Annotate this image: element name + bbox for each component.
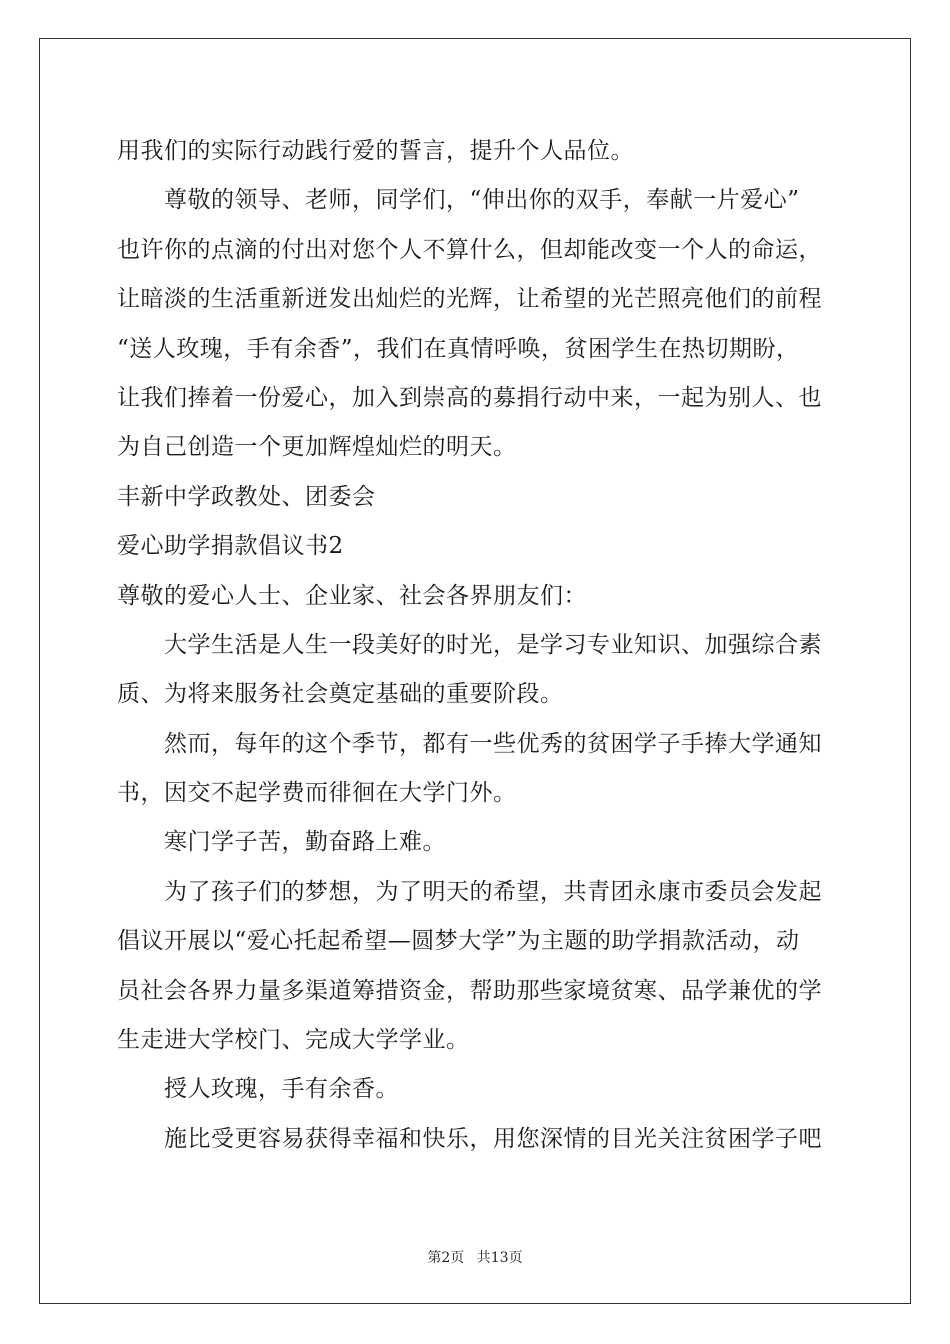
text-line: 倡议开展以“爱心托起希望—圆梦大学”为主题的助学捐款活动，动 bbox=[117, 928, 800, 955]
section-title: 爱心助学捐款倡议书2 bbox=[117, 533, 344, 560]
text-line: 用我们的实际行动践行爱的誓言，提升个人品位。 bbox=[117, 138, 634, 164]
text-line: 施比受更容易获得幸福和快乐，用您深情的目光关注贫困学子吧 bbox=[164, 1125, 822, 1152]
text-line: “送人玫瑰，手有余香”，我们在真情呼唤，贫困学生在热切期盼， bbox=[117, 335, 800, 362]
text-line: 书，因交不起学费而徘徊在大学门外。 bbox=[117, 780, 517, 807]
document-body bbox=[117, 127, 837, 1164]
text-line: 然而，每年的这个季节，都有一些优秀的贫困学子手捧大学通知 bbox=[164, 730, 822, 757]
text-line: 让暗淡的生活重新迸发出灿烂的光辉，让希望的光芒照亮他们的前程 bbox=[117, 286, 822, 313]
salutation: 尊敬的爱心人士、企业家、社会各界朋友们： bbox=[117, 582, 587, 609]
text-line: 寒门学子苦，勤奋路上难。 bbox=[164, 829, 446, 856]
text-line: 为了孩子们的梦想，为了明天的希望，共青团永康市委员会发起 bbox=[164, 878, 822, 905]
text-line: 为自己创造一个更加辉煌灿烂的明天。 bbox=[117, 434, 517, 461]
text-line: 授人玫瑰，手有余香。 bbox=[164, 1076, 399, 1103]
signature-line: 丰新中学政教处、团委会 bbox=[117, 483, 376, 510]
text-line: 大学生活是人生一段美好的时光，是学习专业知识、加强综合素 bbox=[164, 631, 822, 658]
text-line: 也许你的点滴的付出对您个人不算什么，但却能改变一个人的命运， bbox=[117, 236, 822, 263]
text-line: 质、为将来服务社会奠定基础的重要阶段。 bbox=[117, 681, 564, 708]
text-line: 员社会各界力量多渠道筹措资金，帮助那些家境贫寒、品学兼优的学 bbox=[117, 977, 822, 1004]
page-number: 第2页 bbox=[427, 1250, 465, 1266]
text-line: 尊敬的领导、老师，同学们，“伸出你的双手，奉献一片爱心” bbox=[164, 187, 800, 214]
text-line: 让我们捧着一份爱心，加入到崇高的募捐行动中来，一起为别人、也 bbox=[117, 384, 822, 411]
page-footer bbox=[0, 1247, 950, 1267]
text-line: 生走进大学校门、完成大学学业。 bbox=[117, 1027, 470, 1054]
page-total: 共13页 bbox=[476, 1250, 523, 1266]
